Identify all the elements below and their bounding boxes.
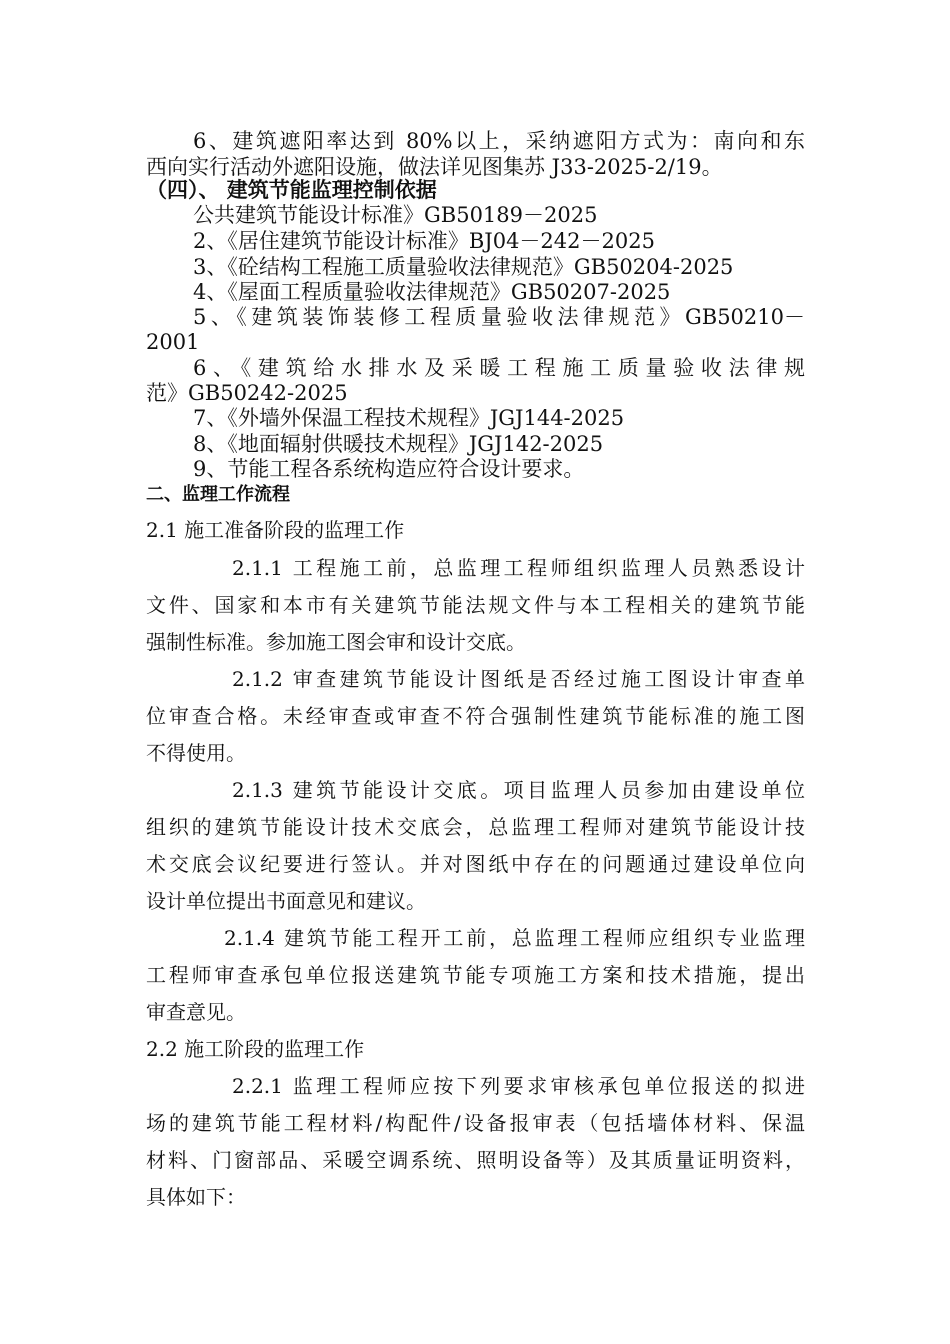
subsection-2-1-title: 2.1 施工准备阶段的监理工作 [146, 518, 405, 542]
p213-line4: 设计单位提出书面意见和建议。 [146, 889, 426, 913]
standard-item-4: 4、《屋面工程质量验收法律规范》GB50207-2025 [193, 280, 671, 304]
item6-line1: 6、建筑遮阳率达到 80%以上，采纳遮阳方式为：南向和东 [193, 129, 805, 153]
p212-line2: 位审查合格。未经审查或审查不符合强制性建筑节能标准的施工图 [146, 704, 805, 728]
p214-line3: 审查意见。 [146, 1000, 246, 1024]
section-2-heading: 二、监理工作流程 [146, 484, 290, 505]
p214-line2: 工程师审查承包单位报送建筑节能专项施工方案和技术措施，提出 [146, 963, 805, 987]
standard-item-2: 2、《居住建筑节能设计标准》BJ04－242－2025 [193, 229, 655, 253]
standard-item-6-line1: 6、《建筑给水排水及采暖工程施工质量验收法律规 [193, 356, 805, 380]
p212-line1: 2.1.2 审查建筑节能设计图纸是否经过施工图设计审查单 [232, 667, 805, 691]
standard-item-5-line1: 5、《建筑装饰装修工程质量验收法律规范》GB50210－ [193, 305, 805, 329]
p221-line2: 场的建筑节能工程材料/构配件/设备报审表（包括墙体材料、保温 [146, 1111, 805, 1135]
p221-line3: 材料、门窗部品、采暖空调系统、照明设备等）及其质量证明资料， [146, 1148, 805, 1172]
p213-line3: 术交底会议纪要进行签认。并对图纸中存在的问题通过建设单位向 [146, 852, 805, 876]
p212-line3: 不得使用。 [146, 741, 246, 765]
standard-item-6-line2: 范》GB50242-2025 [146, 381, 348, 405]
standard-item-8: 8、《地面辐射供暖技术规程》JGJ142-2025 [193, 432, 604, 456]
p211-line3: 强制性标准。参加施工图会审和设计交底。 [146, 630, 526, 654]
p221-line1: 2.2.1 监理工程师应按下列要求审核承包单位报送的拟进 [232, 1074, 805, 1098]
standard-item-7: 7、《外墙外保温工程技术规程》JGJ144-2025 [193, 406, 625, 430]
standard-item-1: 公共建筑节能设计标准》GB50189－2025 [193, 203, 598, 227]
standard-item-9: 9、节能工程各系统构造应符合设计要求。 [193, 457, 585, 481]
item6-line2: 西向实行活动外遮阳设施，做法详见图集苏 J33-2025-2/19。 [146, 155, 723, 179]
p211-line2: 文件、国家和本市有关建筑节能法规文件与本工程相关的建筑节能 [146, 593, 805, 617]
standard-item-3: 3、《砼结构工程施工质量验收法律规范》GB50204-2025 [193, 255, 734, 279]
p211-line1: 2.1.1 工程施工前，总监理工程师组织监理人员熟悉设计 [232, 556, 805, 580]
p213-line1: 2.1.3 建筑节能设计交底。项目监理人员参加由建设单位 [232, 778, 805, 802]
standard-item-5-line2: 2001 [146, 330, 200, 354]
section-4-heading: （四）、 建筑节能监理控制依据 [146, 178, 437, 202]
subsection-2-2-title: 2.2 施工阶段的监理工作 [146, 1037, 365, 1061]
p221-line4: 具体如下： [146, 1185, 246, 1209]
p213-line2: 组织的建筑节能设计技术交底会，总监理工程师对建筑节能设计技 [146, 815, 805, 839]
p214-line1: 2.1.4 建筑节能工程开工前，总监理工程师应组织专业监理 [224, 926, 805, 950]
